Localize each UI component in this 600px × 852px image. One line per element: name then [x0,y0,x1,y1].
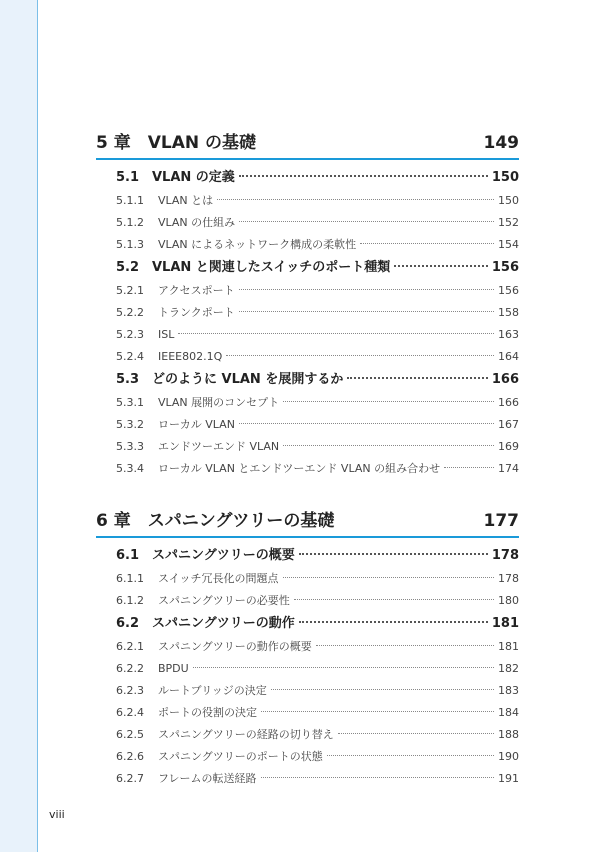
toc-section-entry[interactable] [96,166,519,190]
page-number: viii [49,808,65,821]
entry-page: 169 [498,440,519,453]
entry-page: 152 [498,216,519,229]
toc-subsection-entry[interactable] [96,190,519,212]
toc-subsection-entry[interactable] [96,702,519,724]
entry-number: 5.1.2 [116,216,144,229]
entry-page: 166 [498,396,519,409]
side-band [0,0,38,852]
entry-number: 5.3.3 [116,440,144,453]
toc-subsection-entry[interactable] [96,458,519,480]
entry-page: 174 [498,462,519,475]
entry-title: スパニングツリーの必要性 [158,594,290,607]
chapter-page: 177 [483,511,519,531]
entry-page: 166 [491,372,519,387]
toc-subsection-entry[interactable] [96,324,519,346]
entry-title: ローカル VLAN とエンドツーエンド VLAN の組み合わせ [158,462,441,475]
entry-title: VLAN とは [158,194,214,207]
dot-leader [239,175,488,177]
entry-number: 5.3.2 [116,418,144,431]
entry-number: 5.2.2 [116,306,144,319]
toc-list [96,544,519,790]
dot-leader [271,689,494,690]
chapter-heading [96,128,519,160]
entry-page: 181 [498,640,519,653]
toc-section-entry[interactable] [96,368,519,392]
entry-number: 5.3.4 [116,462,144,475]
entry-number: 6.2.3 [116,684,144,697]
toc-subsection-entry[interactable] [96,302,519,324]
entry-page: 188 [498,728,519,741]
entry-title: VLAN と関連したスイッチのポート種類 [152,260,391,275]
dot-leader [217,199,494,200]
entry-title: ISL [158,328,175,341]
entry-page: 163 [498,328,519,341]
entry-title: VLAN によるネットワーク構成の柔軟性 [158,238,357,251]
entry-number: 5.2.3 [116,328,144,341]
dot-leader [239,221,494,222]
dot-leader [338,733,494,734]
entry-title: VLAN の定義 [152,170,235,185]
entry-number: 6.2 [116,616,140,631]
entry-number: 5.2.1 [116,284,144,297]
entry-title: アクセスポート [158,284,235,297]
dot-leader [327,755,494,756]
entry-title: ローカル VLAN [158,418,235,431]
entry-page: 158 [498,306,519,319]
chapter-page: 149 [483,133,519,153]
toc-subsection-entry[interactable] [96,280,519,302]
entry-page: 182 [498,662,519,675]
dot-leader [193,667,494,668]
entry-number: 6.1.1 [116,572,144,585]
toc-subsection-entry[interactable] [96,346,519,368]
entry-title: ルートブリッジの決定 [158,684,267,697]
entry-title: どのように VLAN を展開するか [152,372,344,387]
dot-leader [316,645,494,646]
dot-leader [178,333,494,334]
dot-leader [444,467,494,468]
entry-title: VLAN の仕組み [158,216,236,229]
toc-subsection-entry[interactable] [96,436,519,458]
dot-leader [294,599,494,600]
entry-title: トランクポート [158,306,235,319]
entry-title: スパニングツリーのポートの状態 [158,750,323,763]
entry-title: スパニングツリーの動作の概要 [158,640,312,653]
chapter-title: 6 章 スパニングツリーの基礎 [96,511,335,531]
entry-number: 6.2.6 [116,750,144,763]
entry-page: 150 [491,170,519,185]
entry-number: 5.3 [116,372,140,387]
entry-page: 178 [491,548,519,563]
dot-leader [347,377,488,379]
entry-title: VLAN 展開のコンセプト [158,396,280,409]
entry-page: 190 [498,750,519,763]
toc-list [96,166,519,480]
entry-page: 167 [498,418,519,431]
entry-page: 180 [498,594,519,607]
entry-page: 150 [498,194,519,207]
toc-section-entry[interactable] [96,256,519,280]
dot-leader [239,289,494,290]
entry-number: 5.1 [116,170,140,185]
entry-page: 156 [491,260,519,275]
entry-page: 178 [498,572,519,585]
chapter-heading [96,506,519,538]
entry-title: スパニングツリーの経路の切り替え [158,728,334,741]
dot-leader [239,423,494,424]
entry-page: 183 [498,684,519,697]
entry-title: IEEE802.1Q [158,350,223,363]
dot-leader [360,243,494,244]
dot-leader [283,445,494,446]
dot-leader [261,777,494,778]
entry-title: BPDU [158,662,189,675]
dot-leader [283,577,494,578]
toc-subsection-entry[interactable] [96,414,519,436]
dot-leader [283,401,494,402]
entry-number: 5.2.4 [116,350,144,363]
dot-leader [299,621,488,623]
dot-leader [299,553,488,555]
entry-page: 156 [498,284,519,297]
dot-leader [261,711,494,712]
entry-number: 5.1.1 [116,194,144,207]
entry-page: 154 [498,238,519,251]
entry-number: 6.1.2 [116,594,144,607]
entry-title: エンドツーエンド VLAN [158,440,280,453]
entry-page: 191 [498,772,519,785]
toc-subsection-entry[interactable] [96,212,519,234]
entry-title: ポートの役割の決定 [158,706,257,719]
entry-title: スイッチ冗長化の問題点 [158,572,279,585]
entry-title: スパニングツリーの概要 [152,548,295,563]
toc-subsection-entry[interactable] [96,636,519,658]
toc-section-entry[interactable] [96,544,519,568]
entry-page: 181 [491,616,519,631]
entry-number: 6.2.7 [116,772,144,785]
entry-number: 6.2.4 [116,706,144,719]
toc-subsection-entry[interactable] [96,234,519,256]
toc-subsection-entry[interactable] [96,680,519,702]
toc-section-entry[interactable] [96,612,519,636]
dot-leader [394,265,488,267]
entry-number: 6.2.5 [116,728,144,741]
entry-page: 164 [498,350,519,363]
entry-title: フレームの転送経路 [158,772,257,785]
toc-subsection-entry[interactable] [96,746,519,768]
entry-number: 6.2.2 [116,662,144,675]
dot-leader [226,355,494,356]
chapter-6 [96,506,519,790]
entry-number: 5.1.3 [116,238,144,251]
toc-subsection-entry[interactable] [96,724,519,746]
toc-subsection-entry[interactable] [96,658,519,680]
chapter-title: 5 章 VLAN の基礎 [96,133,257,153]
entry-title: スパニングツリーの動作 [152,616,295,631]
entry-number: 6.1 [116,548,140,563]
toc-subsection-entry[interactable] [96,568,519,590]
entry-number: 5.3.1 [116,396,144,409]
toc-subsection-entry[interactable] [96,590,519,612]
toc-subsection-entry[interactable] [96,768,519,790]
entry-number: 6.2.1 [116,640,144,653]
entry-page: 184 [498,706,519,719]
toc-subsection-entry[interactable] [96,392,519,414]
dot-leader [239,311,494,312]
chapter-5 [96,128,519,480]
entry-number: 5.2 [116,260,140,275]
